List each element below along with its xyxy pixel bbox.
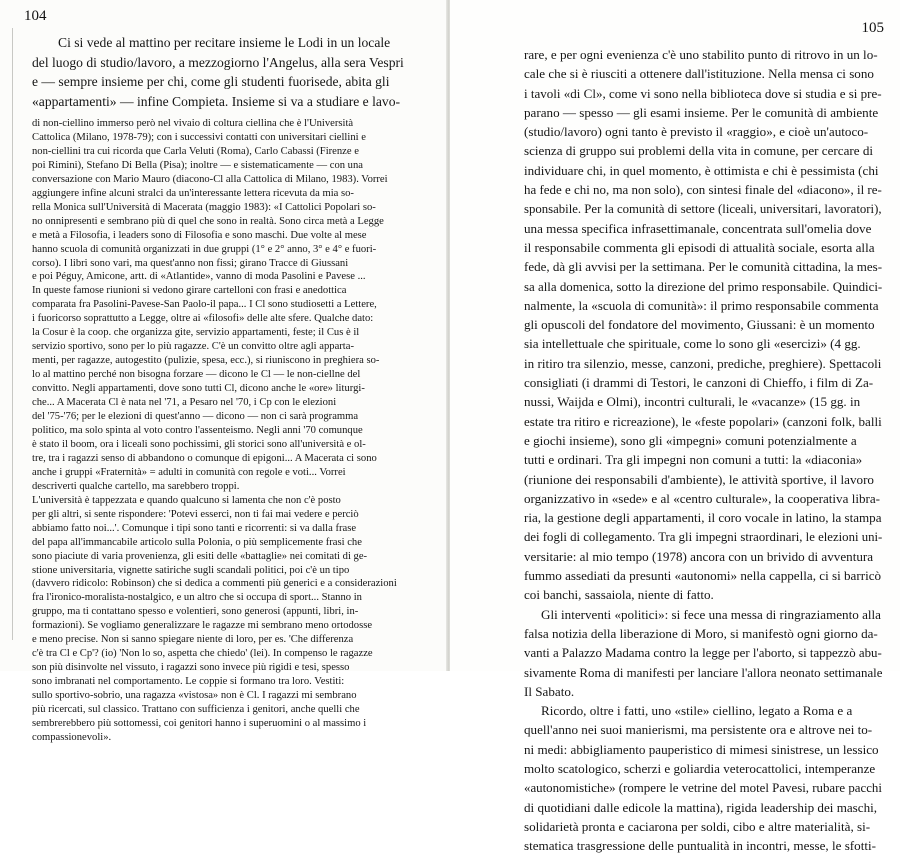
- footnote-line: corso). I libri sono vari, ma quest'anno non fissi; girano Tracce di Giussani: [32, 257, 349, 269]
- text-line: estate tra ritiro e ricreazione), le «feste popolari» (canzoni folk, balli: [524, 413, 882, 429]
- text-line: «appartamenti» — infine Compieta. Insieme si va a studiare e lavo-: [32, 93, 401, 109]
- main-text-right: [524, 45, 882, 855]
- left-page: [0, 0, 448, 743]
- text-line: in ritiro tra silenzio, messe, canzoni, prediche, preghiere). Spettacoli: [524, 355, 882, 371]
- footnote-line: son più disinvolte nel vissuto, i ragazzi sono invece più rigidi e tesi, spesso: [32, 662, 350, 674]
- text-line: cale che si è riusciti a ottenere dall'istituzione. Nella mensa ci sono: [524, 66, 874, 82]
- text-line: del luogo di studio/lavoro, a mezzogiorno l'Angelus, alla sera Vespri: [32, 54, 404, 70]
- footnote-line: la Cosur è la coop. che organizza gite, servizio appartamenti, feste; il Cus è il: [32, 327, 360, 339]
- text-line: versitarie: al mio tempo (1978) ancora con un brivido di avventura: [524, 548, 874, 564]
- text-line: Il Sabato.: [524, 683, 575, 699]
- footnote-line: del papa all'immancabile articolo sulla Polonia, o più semplicemente frasi che: [32, 536, 362, 548]
- text-line: quell'anno nei suoi manierismi, ma persistente ora e altrove nei to-: [524, 722, 873, 738]
- footnote-line: c'è tra Cl e Cp'? (io) 'Non lo so, aspetta che chiedo' (lei). In compenso le ragazze: [32, 648, 373, 660]
- footnote-line: L'università è tappezzata e quando qualcuno si lamenta che non c'è posto: [32, 494, 341, 506]
- text-line: i tavoli «di Cl», come vi sono nella biblioteca dove si studia e si pre-: [524, 85, 882, 101]
- footnote-line: comparata fra Pasolini-Pavese-San Paolo-il papa... I Cl sono studiosetti a Lettere,: [32, 299, 377, 311]
- footnote-line: (davvero ridicolo: Robinson) che si dedica a commenti più generici e a considerazioni: [32, 578, 397, 590]
- footnote-line: lo al mattino perché non bisogna forzare — dicono le Cl — le non-ciellne del: [32, 369, 361, 381]
- text-line: nussi, Waijda e Olmi), incontri culturali, le «vacanze» (15 gg. in: [524, 394, 861, 410]
- text-line: sponsabile. Per la comunità di settore (liceali, universitari, lavoratori),: [524, 201, 882, 217]
- text-line: rare, e per ogni evenienza c'è uno stabilito punto di ritrovo in un lo-: [524, 47, 878, 62]
- footnote-line: per gli altri, si sente rispondere: 'Potevi esserci, non ti fai mai vedere e perciò: [32, 508, 359, 520]
- footnote-line: descriverti qualche cartello, ma sarebbero troppi.: [32, 480, 240, 492]
- footnote-line: Cattolica (Milano, 1978-79); con i successivi contatti con universitari ciellini e: [32, 131, 366, 143]
- text-line: e giochi insieme), sono gli «impegni» comuni potenzialmente a: [524, 432, 857, 448]
- footnote-line: sullo sportivo-sobrio, una ragazza «vistosa» non è Cl. I ragazzi mi sembrano: [32, 690, 357, 702]
- text-line: consigliati (i drammi di Testori, le canzoni di Chieffo, i film di Za-: [524, 375, 874, 391]
- main-text-left: [32, 33, 425, 111]
- text-line: solidarietà pronta e caciarona per soldi, cibo e altre materialità, si-: [524, 818, 871, 834]
- text-line: (studio/lavoro) ogni tanto è previsto il «raggio», e cioè un'autoco-: [524, 124, 869, 140]
- text-line: di quotidiani dalle edicole la mattina), rigida leadership dei maschi,: [524, 799, 878, 815]
- text-line: Ricordo, oltre i fatti, uno «stile» ciellino, legato a Roma e a: [541, 703, 853, 719]
- footnote-line: stione universitaria, vignette satiriche sugli scandali politici, poi c'è un tipo: [32, 564, 350, 576]
- footnote-line: di non-ciellino immerso però nel vivaio di coltura ciellina che è l'Università: [32, 118, 354, 129]
- text-line: fede, dà gli avvisi per la settimana. Per le comunità cittadina, la mes-: [524, 259, 883, 275]
- page-number-left: 104: [24, 8, 47, 24]
- text-line: ha fede e chi no, ma non solo), con sintesi finale del «diacono», il re-: [524, 182, 882, 198]
- right-page: [450, 0, 900, 854]
- text-line: stematica trasgressione delle puntualità in incontri, messe, le sfotti-: [524, 838, 876, 854]
- text-line: falsa notizia della liberazione di Moro, si manifestò ogni giorno da-: [524, 625, 878, 641]
- text-line: ria, la gestione degli appartamenti, il coro vocale in latino, la stampa: [524, 510, 882, 526]
- text-line: sia intellettuale che spirituale, come lo sono gli «esercizi» (4 gg.: [524, 336, 861, 352]
- footnote-line: sono piaciute di varia provenienza, gli esiti delle «battaglie» nei comitati di ge-: [32, 550, 368, 562]
- text-line: (riunione dei responsabili d'ambiente), le attività sportive, il lavoro: [524, 471, 874, 487]
- text-line: tutti e ordinari. Tra gli impegni non comuni a tutti: la «diaconia»: [524, 452, 863, 468]
- footnote-line: hanno scuola di comunità organizzati in due gruppi (1° e 2° anno, 3° e 4° e fuori-: [32, 243, 377, 255]
- footnote-line: menti, per ragazze, autogestito (pulizie, spesa, ecc.), si riuniscono in preghiera so-: [32, 355, 380, 367]
- text-line: fummo assediati da presunti «autonomi» nella cappella, ci si barricò: [524, 568, 882, 584]
- footnote-line: compassionevoli».: [32, 731, 112, 743]
- footnote-line: e metà a Filosofia, i leaders sono di Filosofia e sono maschi. Due volte al mese: [32, 229, 367, 241]
- footnote-text: [32, 117, 425, 745]
- footnote-line: gruppo, ma ti contattano spesso e volentieri, sono generosi (appunti, libri, in-: [32, 606, 359, 618]
- text-line: sivamente Roma di manifesti per lanciare l'allora neonato settimanale: [524, 664, 883, 680]
- text-line: dei fogli di collegamento. Tra gli impegni straordinari, le elezioni uni-: [524, 529, 883, 545]
- footnote-line: rella Monica sull'Università di Macerata (maggio 1983): «I Cattolici Popolari so-: [32, 201, 376, 213]
- footnote-line: e poi Péguy, Amicone, artt. di «Atlantide», vanno di moda Pasolini e Pavese ...: [32, 271, 366, 283]
- footnote-line: più ricercati, sul classico. Trattano con sufficienza i genitori, anche quelli che: [32, 704, 360, 716]
- text-line: nalmente, la «scuola di comunità»: il primo responsabile commenta: [524, 297, 879, 313]
- text-line: gli opuscoli del fondatore del movimento, Giussani: è un momento: [524, 317, 875, 333]
- text-line: ni medi: abbigliamento pauperistico di mimesi sinistrese, un lessico: [524, 741, 879, 757]
- binding-shadow: [12, 28, 13, 640]
- text-line: coi banchi, sassaiola, niente di fatto.: [524, 587, 714, 603]
- footnote-line: politico, ma solo spinta al voto contro l'assenteismo. Negli anni '70 comunque: [32, 424, 363, 436]
- text-line: individuare chi, in quel momento, è ottimista e chi è pessimista (chi: [524, 162, 879, 178]
- text-line: e — sempre insieme per chi, come gli studenti fuorisede, abita gli: [32, 74, 390, 90]
- footnote-line: anche i gruppi «Fraternità» = adulti in comunità con regole e voti... Vorrei: [32, 466, 346, 478]
- text-line: molto scatologico, scherzi e goliardia veterocattolici, intemperanze: [524, 760, 876, 776]
- footnote-line: sono imbranati nel comportamento. Le coppie si formano tra loro. Vestiti:: [32, 676, 345, 688]
- footnote-line: formazioni). Se vogliamo generalizzare le ragazze mi sembrano meno ortodosse: [32, 620, 373, 632]
- text-line: Gli interventi «politici»: si fece una messa di ringraziamento alla: [541, 606, 881, 622]
- footnote-line: tre, tra i ragazzi senso di abbandono o comunque di epigoni... A Macerata ci sono: [32, 452, 377, 464]
- text-line: organizzativo in «sede» e al «centro culturale», la cooperativa libra-: [524, 490, 881, 506]
- text-line: «autonomistiche» (rompere le vetrine del motel Pavesi, rubare pacchi: [524, 780, 882, 796]
- footnote-line: no onnipresenti e sembrano più di quel che sono in realtà. Sono circa metà a Legge: [32, 215, 384, 227]
- footnote-line: abbiamo fatto noi...'. Comunque i tipi sono tanti e ricorrenti: si va dalla frase: [32, 522, 357, 534]
- footnote-line: non-ciellini tra cui ricorda que Carla Veluti (Roma), Carlo Cabassi (Firenze e: [32, 145, 359, 157]
- text-line: parano — spesso — gli esami insieme. Per le comunità di ambiente: [524, 104, 879, 120]
- footnote-line: sembrerebbero più sottomessi, coi genitori hanno i superuomini o al massimo i: [32, 717, 367, 729]
- footnote-line: conversazione con Mario Mauro (diacono-Cl alla Cattolica di Milano, 1983). Vorrei: [32, 173, 388, 185]
- text-line: il responsabile commenta gli episodi di attualità sociale, esorta alla: [524, 239, 875, 255]
- text-line: Ci si vede al mattino per recitare insieme le Lodi in un locale: [58, 35, 391, 50]
- footnote-line: e meno precise. Non si sanno spiegare niente di loro, per es. 'Che differenza: [32, 634, 354, 646]
- footnote-line: servizio sportivo, sono per lo più ragazze. C'è un convitto oltre agli apparta-: [32, 341, 354, 353]
- footnote-line: aggiungere infine alcuni stralci da un'interessante lettera ricevuta da mia so-: [32, 187, 354, 199]
- text-line: vanti a Palazzo Madama contro la legge per l'aborto, si tappezzò abu-: [524, 645, 882, 661]
- footnote-line: poi Rimini), Stefano Di Bella (Pisa); inoltre — e sistematicamente — con una: [32, 159, 363, 171]
- footnote-line: del '75-'76; per le elezioni di quest'anno — dicono — non ci sarà programma: [32, 411, 359, 423]
- footnote-line: In queste famose riunioni si vedono girare cartelloni con frasi e anedottica: [32, 285, 347, 297]
- footnote-line: i fuoricorso soprattutto a Legge, oltre ai «filosofi» delle alte sfere. Qualche dato:: [32, 313, 374, 325]
- footnote-line: convitto. Negli appartamenti, dove sono tutti Cl, dicono anche le «ore» liturgi-: [32, 383, 365, 395]
- page-number-right: 105: [861, 20, 884, 36]
- footnote-line: che... A Macerata Cl è nata nel '71, a Pesaro nel '70, i Cp con le elezioni: [32, 397, 337, 409]
- text-line: una messa specifica infrasettimanale, concentrata sull'omelia dove: [524, 220, 872, 236]
- footnote-line: fra l'ironico-moralista-nostalgico, e un altro che si occupa di sport... Stanno in: [32, 592, 362, 604]
- text-line: scienza di gruppo sui problemi della vita in comune, per cercare di: [524, 143, 874, 159]
- footnote-line: è stato il boom, ora i liceali sono pochissimi, gli storici sono all'università e ol-: [32, 438, 366, 450]
- text-line: sa alla domenica, sotto la direzione del primo responsabile. Quindici-: [524, 278, 883, 294]
